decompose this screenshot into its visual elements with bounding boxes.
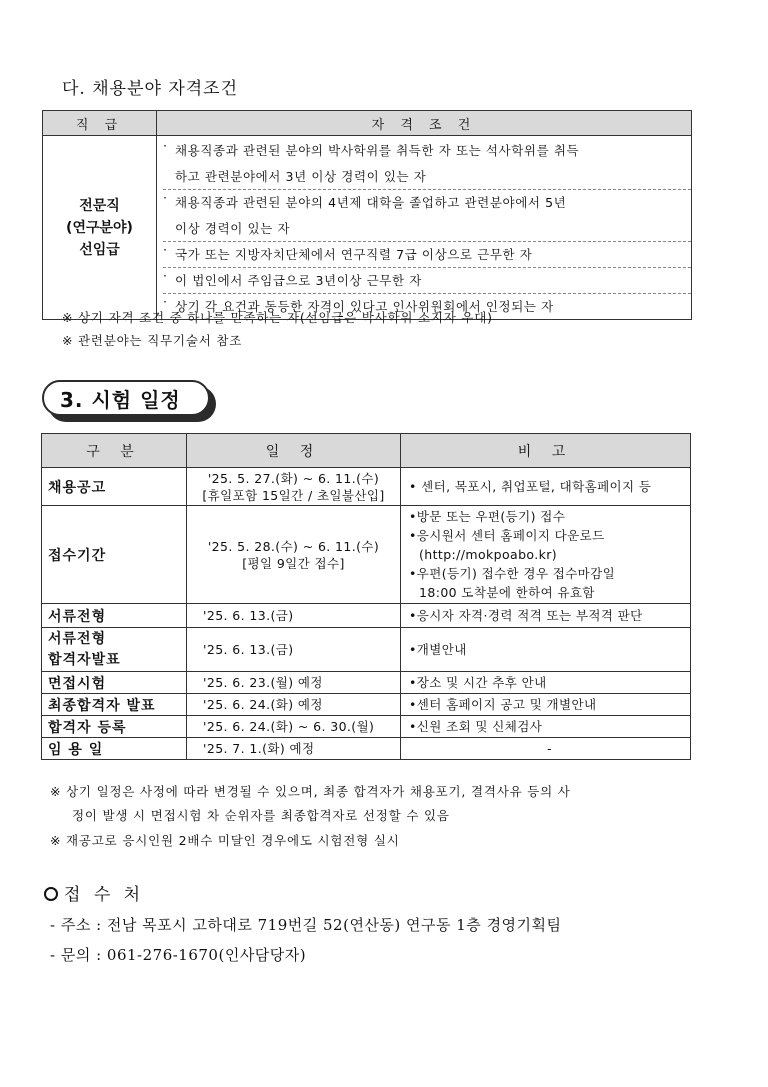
remarks-cell: •개별안내 [401,628,691,672]
date-cell: '25. 6. 13.(금) [187,604,401,628]
conditions-cell [157,136,692,320]
position-line: (연구분야) [66,219,133,236]
remarks-cell: - [401,738,691,760]
header-remarks: 비 고 [401,434,691,468]
category-line: 합격자발표 [48,651,121,668]
reception-contact: - 문의 : 061-276-1670(인사담당자) [50,946,307,964]
schedule-note: ※ 재공고로 응시인원 2배수 미달인 경우에도 시험전형 실시 [50,833,400,848]
category-cell: 면접시험 [42,672,187,694]
table-row [42,716,691,738]
condition-item [163,241,691,267]
header-date: 일 정 [187,434,401,468]
table-row [42,506,691,604]
section-c-title: 다. 채용분야 자격조건 [62,79,239,99]
condition-line: 하고 관련분야에서 3년 이상 경력이 있는 자 [175,168,427,184]
header-conditions: 자 격 조 건 [157,111,692,136]
qualification-note: ※ 관련분야는 직무기술서 참조 [62,333,243,348]
condition-line: 국가 또는 지방자치단체에서 연구직렬 7급 이상으로 근무한 자 [175,247,533,262]
condition-bullet: · [163,242,168,257]
reception-heading [44,880,144,905]
condition-item [163,138,691,189]
date-line: [휴일포함 15일간 / 초일불산입] [202,487,385,503]
remarks-cell: •신원 조회 및 신체검사 [401,716,691,738]
remark-line: •우편(등기) 접수한 경우 접수마감일 [409,566,616,581]
qualification-table [42,110,692,320]
date-cell: '25. 6. 13.(금) [187,628,401,672]
remarks-cell: • 센터, 목포시, 취업포털, 대학홈페이지 등 [401,468,691,506]
remarks-cell: •응시자 자격·경력 적격 또는 부적격 판단 [401,604,691,628]
remark-line: •방문 또는 우편(등기) 접수 [409,509,566,524]
category-cell [42,628,187,672]
remark-line: 18:00 도착분에 한하여 유효함 [419,585,595,600]
qualification-header-row [43,111,692,136]
condition-bullet: · [163,138,168,153]
schedule-header-row [42,434,691,468]
date-line: '25. 5. 28.(수) ~ 6. 11.(수) [207,538,380,554]
condition-bullet: · [163,268,168,283]
condition-bullet: · [163,190,168,205]
table-row [42,604,691,628]
category-cell: 합격자 등록 [42,716,187,738]
condition-line: 채용직종과 관련된 분야의 4년제 대학을 졸업하고 관련분야에서 5년 [175,195,567,210]
table-row [42,694,691,716]
date-cell: '25. 7. 1.(화) 예정 [187,738,401,760]
section3-heading [42,380,218,422]
reception-address: - 주소 : 전남 목포시 고하대로 719번길 52(연산동) 연구동 1층 경영기획팀 [50,916,562,934]
qualification-note: ※ 상기 자격 조건 중 하나를 만족하는 자(선임급은 박사학위 소지자 우대) [62,310,493,325]
condition-line: 채용직종과 관련된 분야의 박사학위를 취득한 자 또는 석사학위를 취득 [175,143,580,158]
position-cell [43,136,157,320]
section3-title: 3. 시험 일정 [60,388,181,412]
condition-item [163,189,691,241]
remarks-cell: •센터 홈페이지 공고 및 개별안내 [401,694,691,716]
schedule-note: ※ 상기 일정은 사정에 따라 변경될 수 있으며, 최종 합격자가 채용포기, 결격사유 등의 사 [50,784,571,799]
condition-line: 상기 각 요건과 동등한 자격이 있다고 인사위원회에서 인정되는 자 [175,299,554,314]
category-cell: 최종합격자 발표 [42,694,187,716]
remarks-cell [401,506,691,604]
condition-line: 이 법인에서 주임급으로 3년이상 근무한 자 [175,273,422,288]
date-cell [187,506,401,604]
date-line: [평일 9일간 접수] [242,555,345,571]
reception-title: 접 수 처 [64,885,145,905]
remarks-cell: •장소 및 시간 추후 안내 [401,672,691,694]
schedule-table [41,433,691,760]
category-line: 서류전형 [48,630,107,647]
qualification-row [43,136,692,320]
category-cell: 채용공고 [42,468,187,506]
category-cell: 임 용 일 [42,738,187,760]
condition-item [163,267,691,293]
schedule-note: 정이 발생 시 면접시험 차 순위자를 최종합격자로 선정할 수 있음 [72,808,450,823]
position-line: 전문직 [79,197,120,214]
date-cell: '25. 6. 24.(화) ~ 6. 30.(월) [187,716,401,738]
circle-bullet-icon [44,887,58,901]
category-cell: 접수기간 [42,506,187,604]
table-row [42,628,691,672]
table-row [42,468,691,506]
date-cell: '25. 6. 24.(화) 예정 [187,694,401,716]
condition-line: 이상 경력이 있는 자 [175,220,291,236]
table-row [42,672,691,694]
remark-line: (http://mokpoabo.kr) [419,547,558,562]
condition-bullet: · [163,294,168,309]
remark-line: •응시원서 센터 홈페이지 다운로드 [409,528,605,543]
table-row [42,738,691,760]
date-cell [187,468,401,506]
header-position: 직 급 [43,111,157,136]
date-line: '25. 5. 27.(화) ~ 6. 11.(수) [207,470,380,486]
category-cell: 서류전형 [42,604,187,628]
position-line: 선임급 [79,241,120,258]
date-cell: '25. 6. 23.(월) 예정 [187,672,401,694]
header-category: 구 분 [42,434,187,468]
